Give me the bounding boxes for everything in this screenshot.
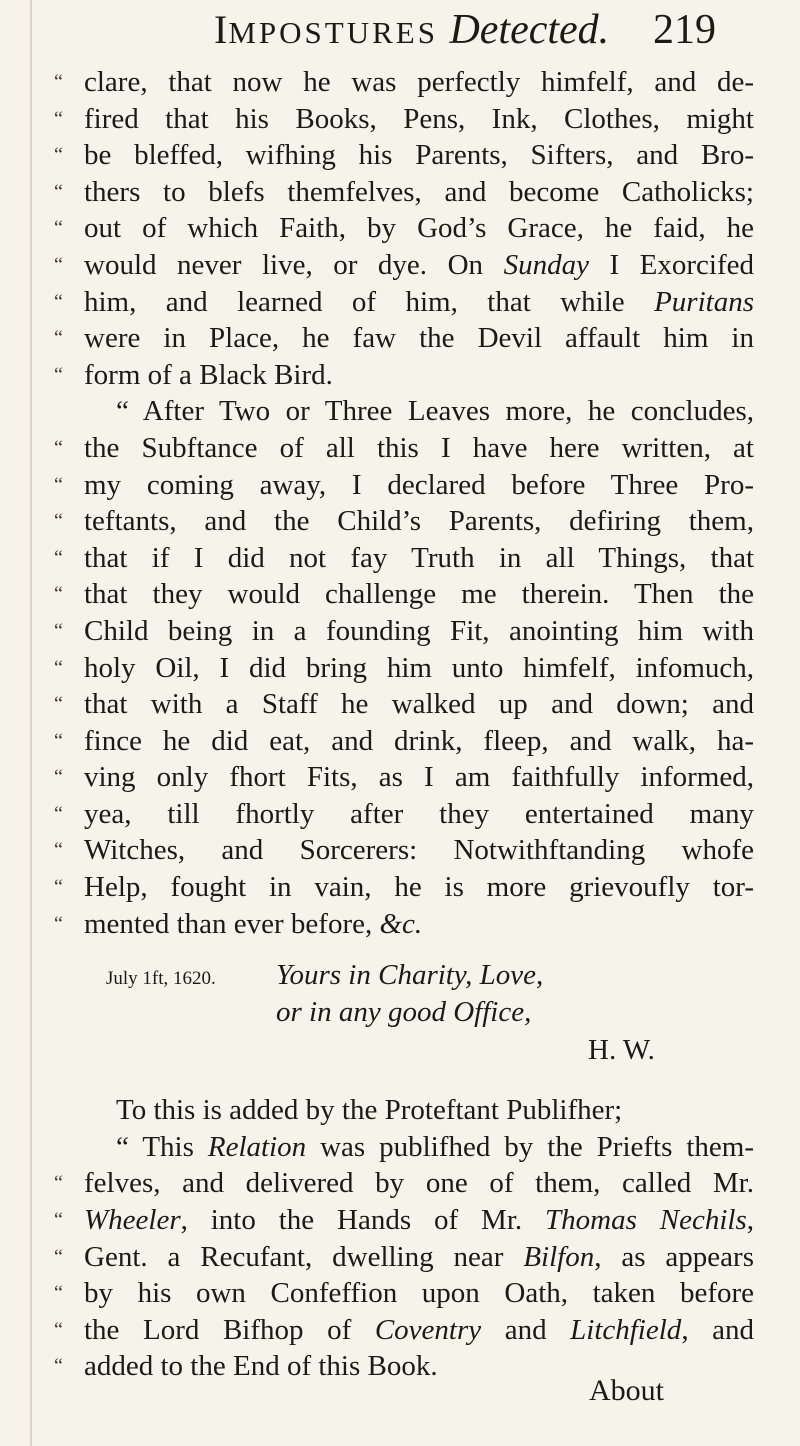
quote-mark: “ (54, 619, 63, 642)
quote-mark: “ (54, 217, 63, 240)
quote-mark: “ (54, 510, 63, 533)
quote-mark: “ (54, 656, 63, 679)
text-line: “ clare, that now he was perfectly himfelf, and de- (20, 64, 790, 101)
text-line (20, 1312, 790, 1349)
quote-mark: “ (54, 436, 63, 459)
text-line: “ Child being in a founding Fit, anointing him with (20, 613, 790, 650)
quote-mark: “ (54, 253, 63, 276)
text-line-mixed: the Lord Bifhop of Coventry and Litchfield, and (84, 1313, 755, 1346)
quote-mark: “ (54, 839, 63, 862)
text-line (20, 393, 790, 430)
text-line: “ my coming away, I declared before Three Pro- (20, 467, 790, 504)
text-line-mixed: mented than ever before, &c. (84, 907, 423, 940)
text-line-mixed: would never live, or dye. On Sunday I Exorcifed (84, 248, 754, 281)
text-line: “ fired that his Books, Pens, Ink, Clothes, might (20, 101, 790, 138)
quote-mark: “ (54, 1282, 63, 1305)
valediction-continued: or in any good Office, (276, 996, 532, 1029)
text-line (20, 1239, 790, 1276)
quote-mark: “ (54, 729, 63, 752)
text-line: “ fince he did eat, and drink, fleep, and walk, ha- (20, 723, 790, 760)
quote-mark: “ (54, 363, 63, 386)
text-line: “ added to the End of this Book. (20, 1348, 790, 1385)
signature-row (20, 1030, 790, 1070)
text-line: To this is added by the Proteftant Publifher; (116, 1094, 623, 1127)
text-line: “ ving only fhort Fits, as I am faithfully informed, (20, 759, 790, 796)
text-line: “ were in Place, he faw the Devil affault him in (20, 320, 790, 357)
quote-mark: “ (54, 1318, 63, 1341)
quote-mark: “ (54, 1172, 63, 1195)
text-line: “ teftants, and the Child’s Parents, defiring them, (20, 503, 790, 540)
quote-mark: “ (54, 1209, 63, 1232)
text-line: “ be bleffed, wifhing his Parents, Sifters, and Bro- (20, 137, 790, 174)
text-line: “ that with a Staff he walked up and down; and (20, 686, 790, 723)
letter-date: July 1ft, 1620. (106, 968, 216, 990)
quote-mark: “ (54, 180, 63, 203)
signature-initials: H. W. (588, 1034, 655, 1067)
text-line: “ that they would challenge me therein. Then the (20, 576, 790, 613)
quote-mark: “ (54, 583, 63, 606)
catchword: About (589, 1374, 664, 1407)
running-title: IMPOSTURES Detected. (214, 7, 610, 53)
text-line: “ Witches, and Sorcerers: Notwithftanding whofe (20, 832, 790, 869)
quote-mark: “ (54, 473, 63, 496)
text-line: “ the Subftance of all this I have here written, at (20, 430, 790, 467)
quote-mark: “ (54, 290, 63, 313)
quote-mark: “ (54, 107, 63, 130)
quote-mark: “ (54, 327, 63, 350)
text-line (20, 284, 790, 321)
text-line-mixed: Gent. a Recufant, dwelling near Bilfon, as appears (84, 1240, 754, 1273)
quote-mark: “ (54, 693, 63, 716)
text-line (20, 906, 790, 943)
quote-mark: “ (54, 1245, 63, 1268)
valediction: Yours in Charity, Love, (276, 959, 544, 992)
text-line-mixed: “ After Two or Three Leaves more, he concludes, (116, 395, 754, 428)
page-number: 219 (653, 7, 716, 53)
quote-mark: “ (54, 912, 63, 935)
quote-mark: “ (54, 876, 63, 899)
text-line: “ yea, till fhortly after they entertained many (20, 796, 790, 833)
quote-mark: “ (54, 71, 63, 93)
quote-mark: “ (54, 1355, 63, 1378)
text-line: “ thers to blefs themfelves, and become Catholicks; (20, 174, 790, 211)
text-line: “ form of a Black Bird. (20, 357, 790, 394)
quote-mark: “ (54, 546, 63, 569)
page-body (20, 64, 790, 1385)
text-line: “ that if I did not fay Truth in all Things, that (20, 540, 790, 577)
quote-mark: “ (54, 766, 63, 789)
text-line: “ holy Oil, I did bring him unto himfelf, infomuch, (20, 650, 790, 687)
quote-mark: “ (54, 144, 63, 167)
quote-mark: “ (54, 802, 63, 825)
spacer (20, 1070, 790, 1092)
text-line (20, 1129, 790, 1166)
text-line: “ out of which Faith, by God’s Grace, he faid, he (20, 210, 790, 247)
signature-row (20, 956, 790, 994)
text-line-mixed: Wheeler, into the Hands of Mr. Thomas Nechils, (84, 1204, 754, 1237)
text-line (20, 1202, 790, 1239)
running-header (0, 6, 800, 64)
text-line-mixed: him, and learned of him, that while Puritans (84, 285, 754, 318)
text-line-mixed: “ This Relation was publifhed by the Priefts them- (116, 1130, 754, 1163)
text-line: “ by his own Confeffion upon Oath, taken before (20, 1275, 790, 1312)
text-line: “ felves, and delivered by one of them, called Mr. (20, 1165, 790, 1202)
text-line: “ Help, fought in vain, he is more grievoufly tor- (20, 869, 790, 906)
signature-row (20, 994, 790, 1030)
text-line (20, 247, 790, 284)
